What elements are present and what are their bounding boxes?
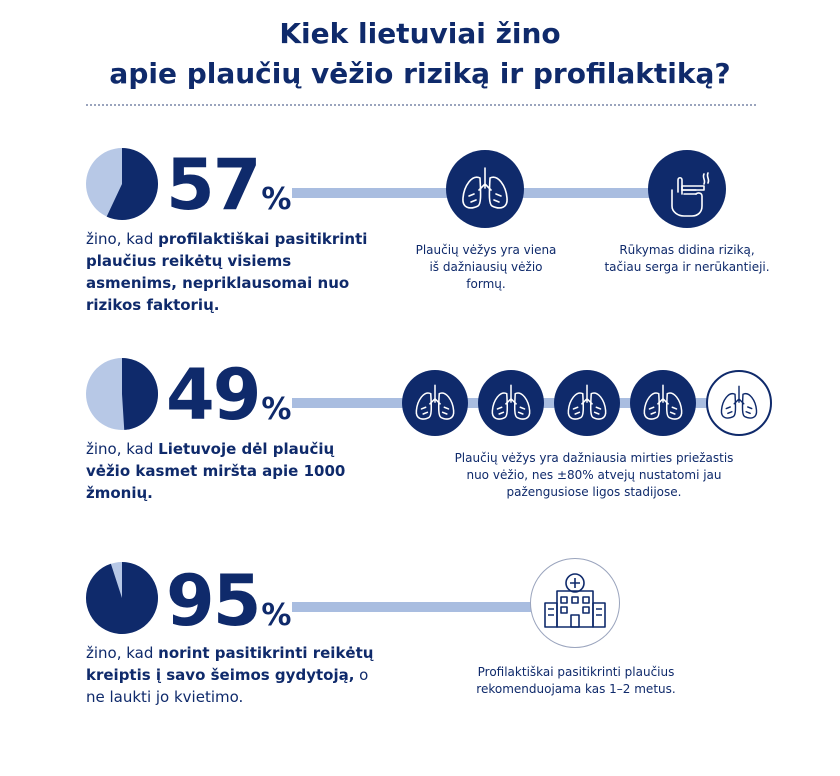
percent-sign: % xyxy=(261,182,292,217)
stat-number: 49 xyxy=(166,354,260,436)
desc-bold: profilaktiškai pasitikrinti plaučius reikėtų visiems asmenims, nepriklausomai nuo rizikos faktorių. xyxy=(86,230,368,314)
desc-bold: Lietuvoje dėl plaučių vėžio kasmet miršta apie 1000 žmonių. xyxy=(86,440,346,502)
title-line-2: apie plaučių vėžio riziką ir profilaktiką? xyxy=(109,57,731,90)
stat-description-95 xyxy=(86,642,376,708)
hospital-icon xyxy=(530,558,620,648)
title-line-1: Kiek lietuviai žino xyxy=(279,17,561,50)
caption-mortality: Plaučių vėžys yra dažniausia mirties priežastis nuo vėžio, nes ±80% atvejų nustatomi jau pažengusiose ligos stadijose. xyxy=(454,451,734,499)
lungs-icon xyxy=(402,370,468,436)
lungs-icon xyxy=(630,370,696,436)
pie-chart-57 xyxy=(86,148,158,220)
dotted-divider xyxy=(86,104,756,106)
desc-prefix: žino, kad xyxy=(86,440,159,458)
percent-sign: % xyxy=(261,598,292,633)
stat-percent-95 xyxy=(166,560,292,642)
desc-suffix: o ne laukti jo kvietimo. xyxy=(86,666,369,706)
pie-chart-49 xyxy=(86,358,158,430)
lungs-icon xyxy=(478,370,544,436)
caption-smoking: Rūkymas didina riziką, tačiau serga ir nerūkantieji. xyxy=(604,243,770,274)
lungs-icon xyxy=(554,370,620,436)
caption-hospital: Profilaktiškai pasitikrinti plaučius rekomenduojama kas 1–2 metus. xyxy=(476,665,676,696)
connector-bar xyxy=(292,602,532,612)
pie-slice-49 xyxy=(122,358,158,430)
lungs-icon xyxy=(446,150,524,228)
stat-number: 57 xyxy=(166,144,260,226)
desc-prefix: žino, kad xyxy=(86,644,159,662)
stat-description-57 xyxy=(86,228,376,316)
stat-number: 95 xyxy=(166,560,260,642)
stat-description-49 xyxy=(86,438,376,504)
caption-lungs: Plaučių vėžys yra viena iš dažniausių vėžio formų. xyxy=(415,243,557,291)
cigarette-hand-icon xyxy=(648,150,726,228)
desc-prefix: žino, kad xyxy=(86,230,159,248)
desc-bold: norint pasitikrinti reikėtų kreiptis į savo šeimos gydytoją, xyxy=(86,644,374,684)
percent-sign: % xyxy=(261,392,292,427)
infographic-title xyxy=(0,14,840,94)
stat-percent-57 xyxy=(166,144,292,226)
pie-chart-95 xyxy=(86,562,158,634)
lungs-outline-icon xyxy=(706,370,772,436)
stat-percent-49 xyxy=(166,354,292,436)
